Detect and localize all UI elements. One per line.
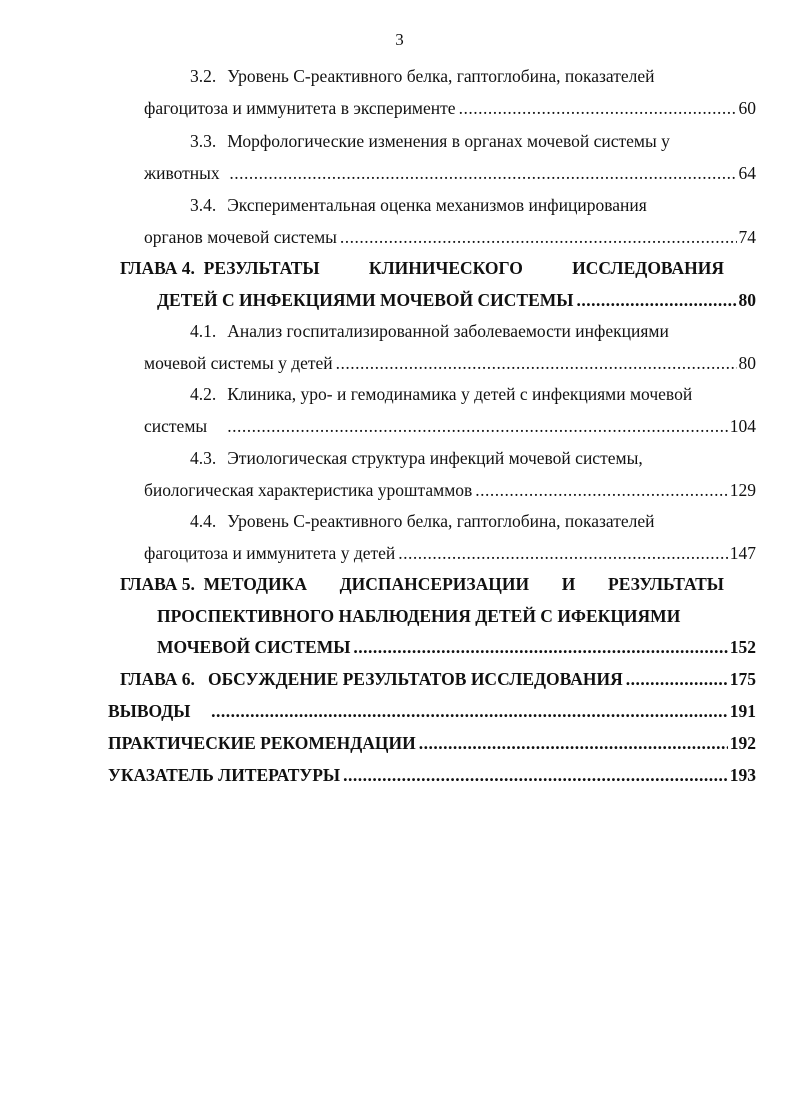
dot-leader: [576, 288, 736, 312]
toc-recommendations[interactable]: [108, 731, 756, 755]
page-ref: 104: [729, 416, 756, 436]
section-title: Клиника, уро- и гемодинамика у детей с инфекциями мочевой: [227, 384, 693, 404]
page-ref: 80: [738, 290, 756, 310]
chapter-title-cont: ДЕТЕЙ С ИНФЕКЦИЯМИ МОЧЕВОЙ СИСТЕМЫ: [157, 290, 574, 310]
toc-entry-3-2-line1: [190, 64, 655, 88]
toc-entry-4-1-line1: [190, 319, 669, 343]
section-number: 3.2.: [190, 66, 217, 86]
section-title: Уровень С-реактивного белка, гаптоглобина, показателей: [227, 66, 655, 86]
toc-entry-3-4-line2[interactable]: [144, 225, 756, 249]
section-title: УКАЗАТЕЛЬ ЛИТЕРАТУРЫ: [108, 765, 341, 785]
section-title: Морфологические изменения в органах мочевой системы у: [227, 131, 670, 151]
chapter-label: ГЛАВА 4.: [120, 258, 195, 278]
page-ref: 192: [729, 733, 756, 753]
section-title: Экспериментальная оценка механизмов инфицирования: [227, 195, 647, 215]
section-number: 4.4.: [190, 511, 217, 531]
dot-leader: [227, 414, 727, 438]
section-number: 4.3.: [190, 448, 217, 468]
page-ref: 129: [729, 480, 756, 500]
chapter-label: ГЛАВА 6.: [120, 669, 195, 689]
toc-entry-4-4-line1: [190, 509, 655, 533]
dot-leader: [459, 96, 737, 120]
page-ref: 175: [729, 669, 756, 689]
toc-chapter-4-line2[interactable]: [157, 288, 756, 312]
page-ref: 147: [729, 543, 756, 563]
dot-leader: [419, 731, 728, 755]
toc-entry-4-4-line2[interactable]: [144, 541, 756, 565]
chapter-word: РЕЗУЛЬТАТЫ: [608, 574, 724, 594]
dot-leader: [336, 351, 737, 375]
chapter-word: ДИСПАНСЕРИЗАЦИИ: [339, 574, 530, 594]
section-title-cont: органов мочевой системы: [144, 227, 337, 247]
chapter-word: И: [561, 574, 576, 594]
chapter-title-cont: ПРОСПЕКТИВНОГО НАБЛЮДЕНИЯ ДЕТЕЙ С ИФЕКЦИЯМИ: [157, 606, 681, 626]
dot-leader: [211, 699, 728, 723]
section-number: 3.3.: [190, 131, 217, 151]
chapter-word: ИССЛЕДОВАНИЯ: [572, 258, 724, 278]
page-ref: 193: [729, 765, 756, 785]
dot-leader: [398, 541, 727, 565]
toc-entry-4-3-line2[interactable]: [144, 478, 756, 502]
page-ref: 152: [729, 637, 756, 657]
section-title: ВЫВОДЫ: [108, 701, 191, 721]
toc-conclusions[interactable]: [108, 699, 756, 723]
dot-leader: [475, 478, 727, 502]
section-title-cont: биологическая характеристика уроштаммов: [144, 480, 473, 500]
dot-leader: [353, 635, 727, 659]
toc-entry-3-4-line1: [190, 193, 647, 217]
page-ref: 191: [729, 701, 756, 721]
toc-chapter-5-line1[interactable]: [120, 572, 724, 596]
dot-leader: [340, 225, 737, 249]
chapter-word: МЕТОДИКА: [203, 574, 307, 594]
section-number: 3.4.: [190, 195, 217, 215]
page-ref: 74: [738, 227, 756, 247]
toc-references[interactable]: [108, 763, 756, 787]
toc-entry-3-3-line1: [190, 129, 670, 153]
page-number: 3: [395, 30, 404, 49]
toc-entry-3-3-line2[interactable]: [144, 161, 756, 185]
section-number: 4.1.: [190, 321, 217, 341]
toc-chapter-4-line1[interactable]: [120, 256, 724, 280]
toc-entry-3-2-line2[interactable]: [144, 96, 756, 120]
chapter-label: ГЛАВА 5.: [120, 574, 195, 594]
toc-entry-4-2-line2[interactable]: [144, 414, 756, 438]
chapter-title-cont: МОЧЕВОЙ СИСТЕМЫ: [157, 637, 351, 657]
dot-leader: [343, 763, 728, 787]
toc-entry-4-2-line1: [190, 382, 692, 406]
section-title: Уровень С-реактивного белка, гаптоглобина, показателей: [227, 511, 655, 531]
section-title-cont: фагоцитоза и иммунитета у детей: [144, 543, 396, 563]
page-ref: 80: [738, 353, 756, 373]
page-ref: 60: [738, 98, 756, 118]
chapter-word: КЛИНИЧЕСКОГО: [368, 258, 523, 278]
page-ref: 64: [738, 163, 756, 183]
toc-chapter-6[interactable]: [120, 667, 756, 691]
section-title-cont: животных: [144, 163, 220, 183]
dot-leader: [229, 161, 736, 185]
toc-chapter-5-line3[interactable]: [157, 635, 756, 659]
chapter-title: ОБСУЖДЕНИЕ РЕЗУЛЬТАТОВ ИССЛЕДОВАНИЯ: [208, 669, 623, 689]
section-title-cont: фагоцитоза и иммунитета в эксперименте: [144, 98, 456, 118]
section-title: Анализ госпитализированной заболеваемости инфекциями: [227, 321, 669, 341]
section-title: ПРАКТИЧЕСКИЕ РЕКОМЕНДАЦИИ: [108, 733, 416, 753]
toc-chapter-5-line2: [157, 604, 680, 628]
chapter-word: РЕЗУЛЬТАТЫ: [203, 258, 320, 278]
section-title-cont: системы: [144, 416, 208, 436]
section-number: 4.2.: [190, 384, 217, 404]
toc-entry-4-1-line2[interactable]: [144, 351, 756, 375]
section-title-cont: мочевой системы у детей: [144, 353, 333, 373]
section-title: Этиологическая структура инфекций мочевой системы,: [227, 448, 643, 468]
toc-entry-4-3-line1: [190, 446, 643, 470]
dot-leader: [626, 667, 728, 691]
